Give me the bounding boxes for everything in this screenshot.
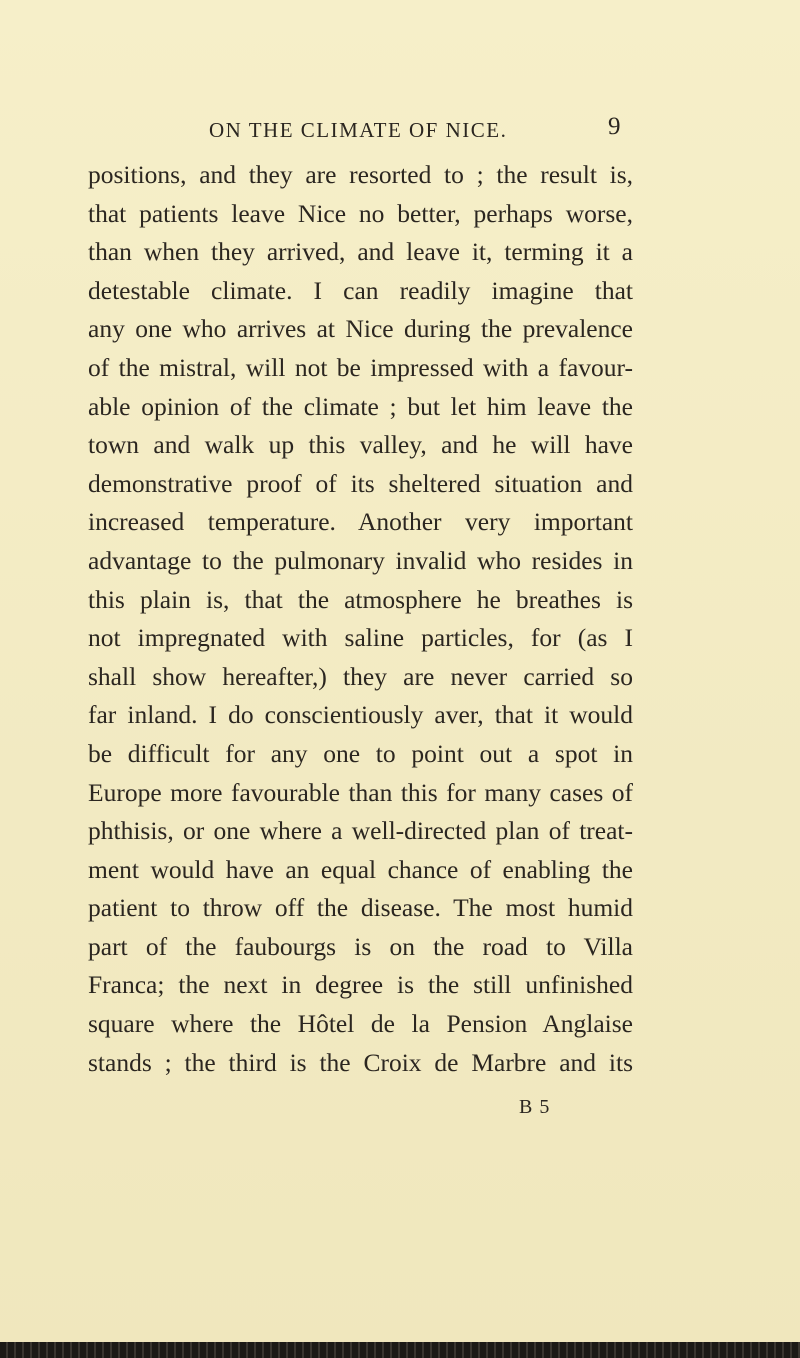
text-line: that patients leave Nice no better, perhaps worse, (88, 198, 633, 228)
text-line: ment would have an equal chance of enabling the (88, 854, 633, 884)
text-line: than when they arrived, and leave it, terming it a (88, 237, 633, 267)
signature-mark: B 5 (519, 1096, 551, 1118)
text-line: part of the faubourgs is on the road to Villa (88, 931, 633, 961)
text-line: of the mistral, will not be impressed with a favour- (88, 352, 633, 382)
text-line: Europe more favourable than this for many cases of (88, 777, 633, 807)
text-line: advantage to the pulmonary invalid who resides in (88, 545, 633, 575)
text-line: phthisis, or one where a well-directed plan of treat- (88, 816, 633, 846)
text-line: demonstrative proof of its sheltered situation and (88, 468, 633, 498)
running-head: ON THE CLIMATE OF NICE. (209, 118, 508, 142)
text-line: far inland. I do conscientiously aver, that it would (88, 700, 633, 730)
page-number: 9 (608, 113, 621, 140)
text-line: shall show hereafter,) they are never carried so (88, 661, 633, 691)
text-line: not impregnated with saline particles, for (as I (88, 623, 633, 653)
text-line: patient to throw off the disease. The most humid (88, 893, 633, 923)
scan-edge-bar (0, 1342, 800, 1358)
text-line: any one who arrives at Nice during the prevalence (88, 314, 633, 344)
text-line: be difficult for any one to point out a spot in (88, 738, 633, 768)
text-line: increased temperature. Another very important (88, 507, 633, 537)
body-text (88, 156, 633, 1082)
text-line: stands ; the third is the Croix de Marbre and its (88, 1047, 633, 1077)
text-line: town and walk up this valley, and he will have (88, 430, 633, 460)
text-line: this plain is, that the atmosphere he breathes is (88, 584, 633, 614)
text-line: Franca; the next in degree is the still unfinished (88, 970, 633, 1000)
text-line: square where the Hôtel de la Pension Anglaise (88, 1009, 633, 1039)
text-line: detestable climate. I can readily imagine that (88, 275, 633, 305)
text-line: able opinion of the climate ; but let him leave the (88, 391, 633, 421)
text-line: positions, and they are resorted to ; the result is, (88, 160, 633, 189)
